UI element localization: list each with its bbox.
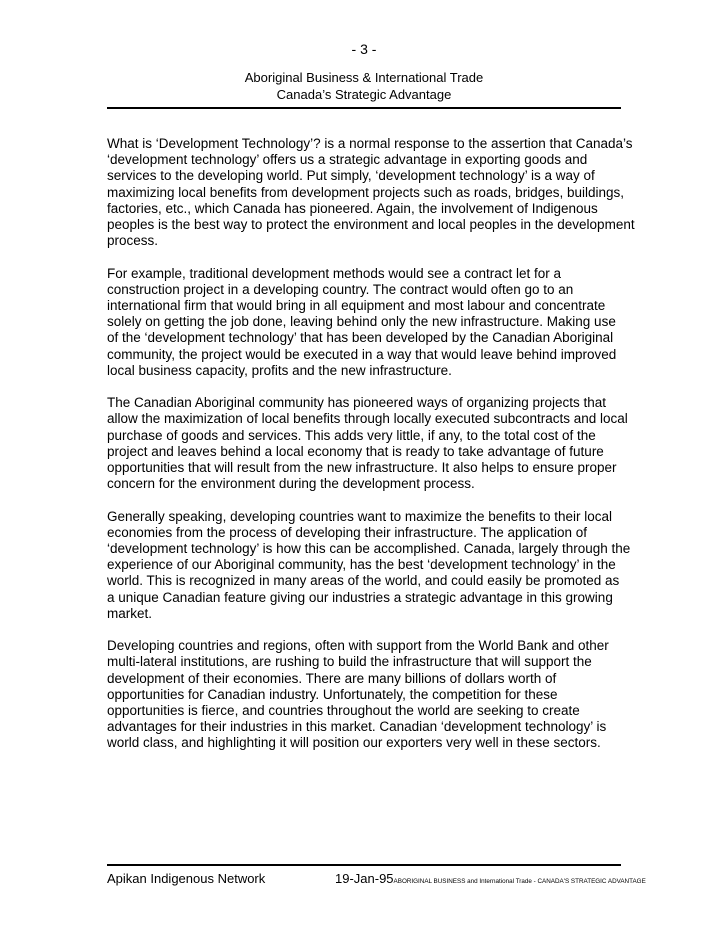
text-line: process. [107,233,159,249]
header-title: Aboriginal Business & International Trade [244,70,484,85]
footer-divider [107,864,621,866]
text-line: advantages for their industries in this market. Canadian ‘development technology’ is [107,719,607,735]
text-line: development of their economies. There are many billions of dollars worth of [107,670,557,686]
paragraph-2 [107,266,627,379]
text-line: world. This is recognized in many areas of the world, and could easily be promoted as [107,573,620,589]
text-line: concern for the environment during the development process. [107,476,475,492]
paragraph-4 [107,508,631,622]
footer-document-title: ABORIGINAL BUSINESS and International Trade - CANADA'S STRATEGIC ADVANTAGE [393,878,646,885]
text-line: experience of our Aboriginal community, has the best ‘development technology’ in the [107,557,616,573]
document-footer [107,871,647,887]
text-line: multi-lateral institutions, are rushing to build the infrastructure that will support the [107,654,592,670]
text-line: solely on getting the job done, leaving behind only the new infrastructure. Making use [107,314,616,330]
footer-organization: Apikan Indigenous Network [107,871,266,886]
text-line: The Canadian Aboriginal community has pioneered ways of organizing projects that [107,395,607,411]
text-line: of the ‘development technology’ that has been developed by the Canadian Aboriginal [107,330,614,346]
text-line: opportunities is fierce, and countries throughout the world are seeking to create [107,703,580,719]
text-line: maximizing local benefits from development projects such as roads, bridges, buildings, [107,184,625,200]
text-line: purchase of goods and services. This adds very little, if any, to the total cost of the [107,427,596,443]
text-line: peoples is the best way to protect the environment and local peoples in the development [107,217,635,233]
document-body [107,136,635,768]
text-line: construction project in a developing country. The contract would often go to an [107,281,574,297]
text-line: local business capacity, profits and the new infrastructure. [107,362,452,378]
page-number: - 3 - [351,41,377,57]
text-line: Generally speaking, developing countries want to maximize the benefits to their local [107,508,613,524]
text-line: international firm that would bring in all equipment and most labour and concentrate [107,298,606,314]
footer-date: 19-Jan-95 [335,871,394,886]
text-line: Developing countries and regions, often with support from the World Bank and other [107,638,609,654]
text-line: ‘development technology’ offers us a strategic advantage in exporting goods and [107,152,588,168]
text-line: What is ‘Development Technology’? is a normal response to the assertion that Canada’s [107,136,633,151]
text-line: economies from the process of developing their infrastructure. The application of [107,524,588,540]
text-line: community, the project would be executed in a way that would leave behind improved [107,346,617,362]
text-line: opportunities that will result from the new infrastructure. It also helps to ensure proper [107,460,617,476]
text-line: a unique Canadian feature giving our industries a strategic advantage in this growing [107,589,613,605]
paragraph-3 [107,395,627,492]
text-line: ‘development technology’ is how this can be accomplished. Canada, largely through the [107,541,631,557]
header-divider [107,107,621,109]
document-header [107,69,621,103]
text-line: world class, and highlighting it will position our exporters very well in these sectors. [107,735,601,751]
text-line: services to the developing world. Put simply, ‘development technology’ is a way of [107,168,595,184]
text-line: market. [107,605,153,621]
text-line: opportunities for Canadian industry. Unfortunately, the competition for these [107,686,558,702]
text-line: For example, traditional development methods would see a contract let for a [107,265,561,281]
paragraph-1 [107,136,635,249]
header-subtitle: Canada’s Strategic Advantage [276,87,452,102]
paragraph-5 [107,638,627,751]
footer-date-and-title [335,871,646,890]
text-line: project and leaves behind a local economy that is ready to take advantage of future [107,443,604,459]
text-line: allow the maximization of local benefits through locally executed subcontracts and local [107,411,628,427]
text-line: factories, etc., which Canada has pioneered. Again, the involvement of Indigenous [107,200,598,216]
